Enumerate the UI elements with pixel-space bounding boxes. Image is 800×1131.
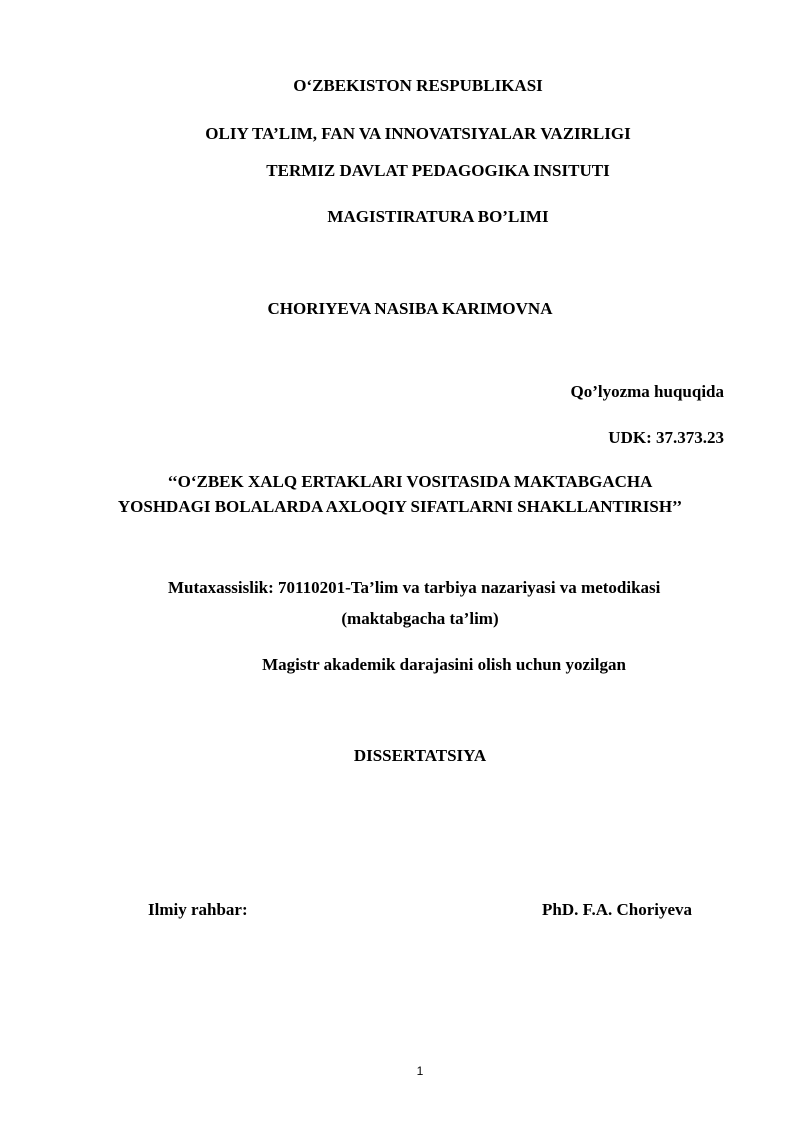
institute-heading: TERMIZ DAVLAT PEDAGOGIKA INSITUTI [266, 161, 610, 180]
degree-note: Magistr akademik darajasini olish uchun yozilgan [262, 655, 626, 674]
author-name: CHORIYEVA NASIBA KARIMOVNA [267, 299, 553, 318]
manuscript-note: Qo’lyozma huquqida [570, 382, 724, 401]
department-heading: MAGISTIRATURA BO’LIMI [327, 207, 549, 226]
thesis-title-line-2: YOSHDAGI BOLALARDA AXLOQIY SIFATLARNI SHAKLLANTIRISH’’ [117, 497, 683, 516]
supervisor-label: Ilmiy rahbar: [148, 900, 248, 919]
specialty-line-2: (maktabgacha ta’lim) [341, 609, 499, 628]
republic-heading: O‘ZBEKISTON RESPUBLIKASI [293, 76, 543, 95]
ministry-heading: OLIY TA’LIM, FAN VA INNOVATSIYALAR VAZIRLIGI [205, 124, 631, 143]
specialty-line-1: Mutaxassislik: 70110201-Ta’lim va tarbiya nazariyasi va metodikasi [168, 578, 661, 597]
page-number: 1 [416, 1064, 424, 1078]
thesis-title-line-1: ‘‘O‘ZBEK XALQ ERTAKLARI VOSITASIDA MAKTABGACHA [167, 472, 653, 491]
supervisor-name: PhD. F.A. Choriyeva [542, 900, 693, 919]
udk-code: UDK: 37.373.23 [608, 428, 724, 447]
document-type: DISSERTATSIYA [353, 746, 487, 765]
